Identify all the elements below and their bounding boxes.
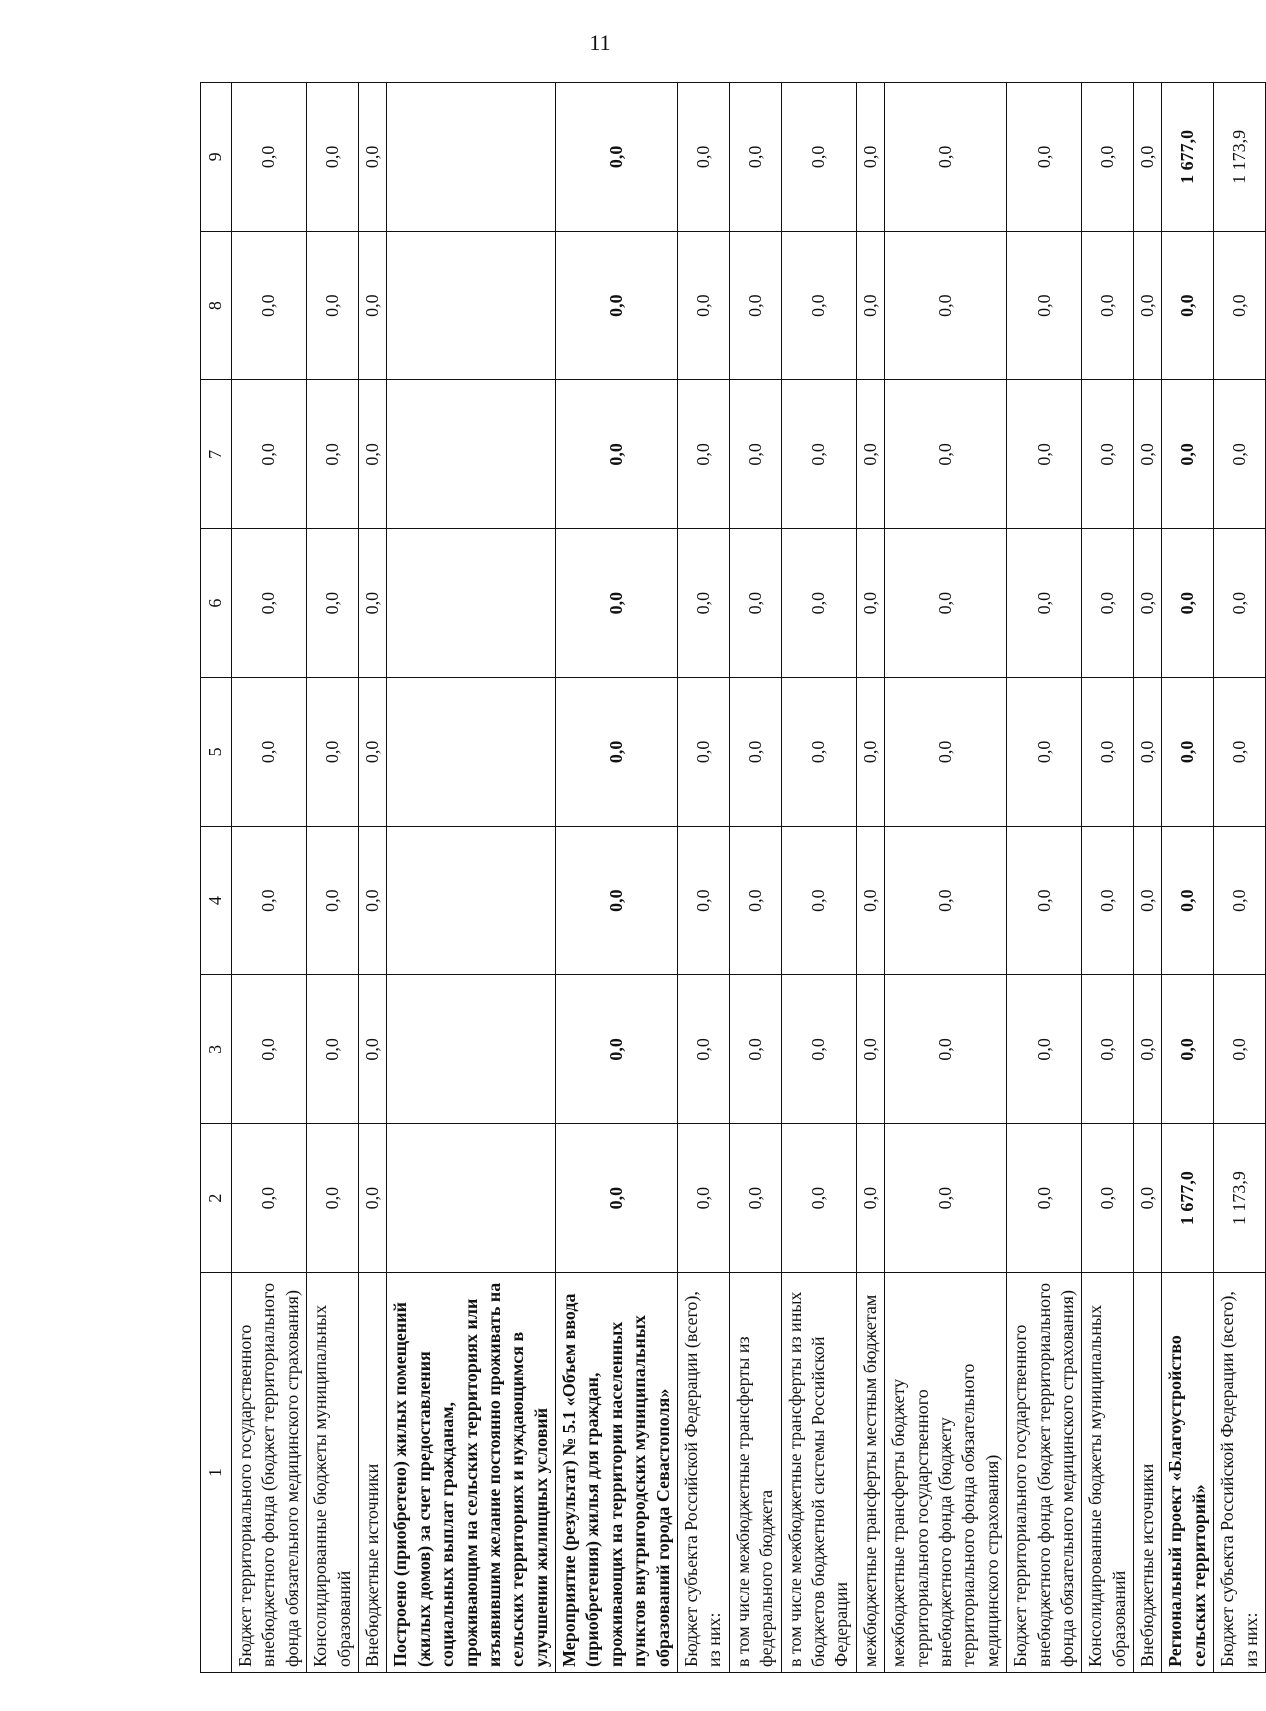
row-value: 0,0	[678, 678, 730, 827]
row-label: Бюджет территориального государственного внебюджетного фонда (бюджет территориального фонда обязательного медицинского страхования)	[232, 1273, 307, 1673]
row-value: 0,0	[1214, 826, 1266, 975]
row-value: 0,0	[856, 529, 884, 678]
row-value: 0,0	[856, 678, 884, 827]
column-header: 3	[201, 975, 232, 1124]
row-value: 0,0	[678, 380, 730, 529]
row-value: 0,0	[678, 826, 730, 975]
row-value: 0,0	[556, 231, 678, 380]
row-value: 0,0	[678, 1124, 730, 1273]
rotated-table-container	[200, 83, 1261, 1673]
row-value: 0,0	[1162, 529, 1214, 678]
row-value: 0,0	[1007, 678, 1082, 827]
row-value: 0,0	[556, 380, 678, 529]
row-value: 0,0	[1134, 975, 1162, 1124]
table-row	[1134, 83, 1162, 1673]
row-value: 0,0	[556, 83, 678, 232]
row-value: 0,0	[678, 231, 730, 380]
row-value: 0,0	[556, 529, 678, 678]
row-label: Бюджет территориального государственного внебюджетного фонда (бюджет территориального фонда обязательного медицинского страхования)	[1007, 1273, 1082, 1673]
row-value: 0,0	[232, 826, 307, 975]
row-value: 0,0	[307, 231, 359, 380]
row-value: 1 173,9	[1214, 83, 1266, 232]
row-value: 0,0	[885, 83, 1007, 232]
table-row	[1082, 83, 1134, 1673]
budget-table	[200, 82, 1266, 1673]
row-value: 0,0	[1134, 826, 1162, 975]
row-value: 0,0	[1214, 231, 1266, 380]
row-value: 0,0	[1134, 678, 1162, 827]
table-row	[1214, 83, 1266, 1673]
row-value: 0,0	[358, 380, 386, 529]
row-value: 0,0	[678, 83, 730, 232]
row-value: 0,0	[1162, 975, 1214, 1124]
row-value: 1 173,9	[1214, 1124, 1266, 1273]
row-value: 0,0	[556, 1124, 678, 1273]
row-value: 0,0	[1007, 975, 1082, 1124]
table-row	[856, 83, 884, 1673]
table-row	[678, 83, 730, 1673]
row-value: 0,0	[1082, 83, 1134, 232]
row-value: 0,0	[232, 231, 307, 380]
row-value	[387, 1124, 556, 1273]
header-row	[201, 83, 232, 1673]
row-value	[387, 83, 556, 232]
row-value: 0,0	[232, 529, 307, 678]
row-value: 0,0	[856, 380, 884, 529]
row-value: 0,0	[1007, 1124, 1082, 1273]
row-label: Мероприятие (результат) № 5.1 «Объем ввода (приобретения) жилья для граждан, проживающих на территории населенных пунктов внутригородских муниципальных образований города Севастополя»	[556, 1273, 678, 1673]
row-value: 0,0	[729, 1124, 781, 1273]
row-value: 0,0	[781, 380, 856, 529]
row-value: 0,0	[232, 678, 307, 827]
row-value: 0,0	[1082, 231, 1134, 380]
row-value: 0,0	[781, 529, 856, 678]
row-value: 0,0	[1214, 678, 1266, 827]
table-row	[729, 83, 781, 1673]
row-value: 0,0	[1007, 826, 1082, 975]
column-header: 8	[201, 231, 232, 380]
row-value	[387, 975, 556, 1124]
row-value: 0,0	[1082, 529, 1134, 678]
row-value: 0,0	[856, 1124, 884, 1273]
row-value: 0,0	[856, 231, 884, 380]
row-value: 0,0	[358, 975, 386, 1124]
row-value: 0,0	[1134, 83, 1162, 232]
row-value: 0,0	[232, 380, 307, 529]
column-header: 1	[201, 1273, 232, 1673]
row-label: Бюджет субъекта Российской Федерации (всего), из них:	[678, 1273, 730, 1673]
row-label: Консолидированные бюджеты муниципальных образований	[307, 1273, 359, 1673]
row-value: 0,0	[781, 826, 856, 975]
row-value: 0,0	[1134, 529, 1162, 678]
row-value: 0,0	[307, 975, 359, 1124]
row-label: в том числе межбюджетные трансферты из иных бюджетов бюджетной системы Российской Федерации	[781, 1273, 856, 1673]
table-row	[232, 83, 307, 1673]
row-value: 0,0	[1214, 529, 1266, 678]
row-value: 0,0	[885, 380, 1007, 529]
row-label: межбюджетные трансферты местным бюджетам	[856, 1273, 884, 1673]
table-row	[387, 83, 556, 1673]
row-value: 0,0	[1162, 380, 1214, 529]
row-value: 0,0	[781, 231, 856, 380]
row-label: в том числе межбюджетные трансферты из федерального бюджета	[729, 1273, 781, 1673]
row-value: 0,0	[1082, 678, 1134, 827]
row-value	[387, 529, 556, 678]
row-value: 0,0	[1082, 826, 1134, 975]
row-value: 0,0	[1162, 678, 1214, 827]
row-value: 1 677,0	[1162, 1124, 1214, 1273]
row-value	[387, 231, 556, 380]
row-value: 0,0	[1134, 231, 1162, 380]
row-label: Построено (приобретено) жилых помещений (жилых домов) за счет предоставления социальных выплат гражданам, проживающим на сельских территориях или изъявившим желание постоянно проживать на сельских территориях и нуждающимся в улучшении жилищных условий	[387, 1273, 556, 1673]
row-value: 0,0	[307, 678, 359, 827]
row-value: 0,0	[781, 678, 856, 827]
row-value: 0,0	[678, 975, 730, 1124]
row-value: 0,0	[1007, 380, 1082, 529]
column-header: 4	[201, 826, 232, 975]
row-value: 0,0	[232, 83, 307, 232]
table-row	[307, 83, 359, 1673]
row-value: 0,0	[307, 826, 359, 975]
row-value: 0,0	[307, 83, 359, 232]
table-row	[358, 83, 386, 1673]
row-value: 0,0	[1007, 231, 1082, 380]
row-value	[387, 380, 556, 529]
row-value: 0,0	[729, 83, 781, 232]
row-value: 0,0	[856, 975, 884, 1124]
column-header: 9	[201, 83, 232, 232]
column-header: 2	[201, 1124, 232, 1273]
row-label: Консолидированные бюджеты муниципальных образований	[1082, 1273, 1134, 1673]
row-value: 0,0	[729, 231, 781, 380]
row-label: Бюджет субъекта Российской Федерации (всего), из них:	[1214, 1273, 1266, 1673]
table-body	[232, 83, 1266, 1673]
row-value: 0,0	[556, 678, 678, 827]
row-value: 0,0	[885, 529, 1007, 678]
row-value: 0,0	[307, 529, 359, 678]
row-value: 0,0	[885, 231, 1007, 380]
row-value: 0,0	[856, 826, 884, 975]
row-value: 0,0	[781, 1124, 856, 1273]
row-value: 0,0	[781, 83, 856, 232]
row-value: 0,0	[856, 83, 884, 232]
row-value: 0,0	[307, 380, 359, 529]
row-value: 1 677,0	[1162, 83, 1214, 232]
row-value: 0,0	[358, 678, 386, 827]
row-value: 0,0	[885, 678, 1007, 827]
row-value: 0,0	[885, 1124, 1007, 1273]
row-value: 0,0	[885, 975, 1007, 1124]
row-value: 0,0	[729, 975, 781, 1124]
row-value: 0,0	[1134, 1124, 1162, 1273]
row-value: 0,0	[232, 1124, 307, 1273]
column-header: 5	[201, 678, 232, 827]
table-row	[781, 83, 856, 1673]
row-value: 0,0	[1082, 1124, 1134, 1273]
row-value: 0,0	[1162, 826, 1214, 975]
table-row	[556, 83, 678, 1673]
row-label: Внебюджетные источники	[1134, 1273, 1162, 1673]
row-label: Внебюджетные источники	[358, 1273, 386, 1673]
column-header: 6	[201, 529, 232, 678]
table-row	[1007, 83, 1082, 1673]
row-value: 0,0	[885, 826, 1007, 975]
row-value: 0,0	[1007, 529, 1082, 678]
row-value: 0,0	[729, 678, 781, 827]
row-value: 0,0	[1214, 975, 1266, 1124]
row-value	[387, 678, 556, 827]
row-value: 0,0	[729, 380, 781, 529]
row-value: 0,0	[1134, 380, 1162, 529]
row-value: 0,0	[358, 231, 386, 380]
row-value: 0,0	[556, 975, 678, 1124]
row-value: 0,0	[556, 826, 678, 975]
row-value: 0,0	[729, 826, 781, 975]
row-value: 0,0	[358, 826, 386, 975]
row-value: 0,0	[678, 529, 730, 678]
row-value: 0,0	[358, 1124, 386, 1273]
column-header: 7	[201, 380, 232, 529]
row-value: 0,0	[358, 529, 386, 678]
row-value: 0,0	[729, 529, 781, 678]
row-value: 0,0	[1214, 380, 1266, 529]
row-value: 0,0	[232, 975, 307, 1124]
row-label: межбюджетные трансферты бюджету территориального государственного внебюджетного фонда (бюджету территориального фонда обязательного медицинского страхования)	[885, 1273, 1007, 1673]
table-row	[885, 83, 1007, 1673]
row-value: 0,0	[307, 1124, 359, 1273]
row-value: 0,0	[781, 975, 856, 1124]
row-value: 0,0	[358, 83, 386, 232]
row-value: 0,0	[1082, 975, 1134, 1124]
page-number: 11	[589, 30, 611, 55]
row-value	[387, 826, 556, 975]
row-value: 0,0	[1162, 231, 1214, 380]
table-row	[1162, 83, 1214, 1673]
row-label: Региональный проект «Благоустройство сельских территорий»	[1162, 1273, 1214, 1673]
row-value: 0,0	[1082, 380, 1134, 529]
row-value: 0,0	[1007, 83, 1082, 232]
